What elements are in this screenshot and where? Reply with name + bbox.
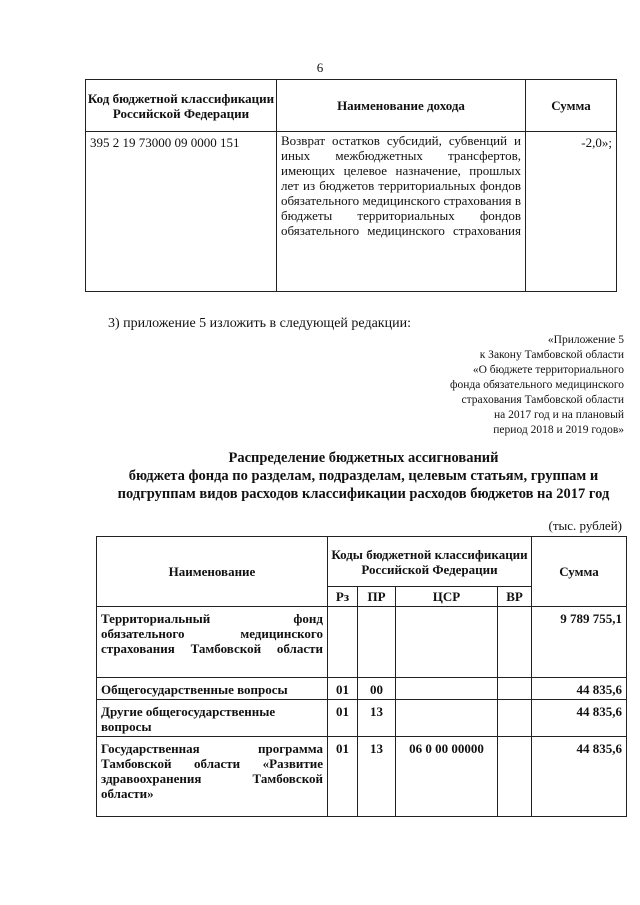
row-csr: 06 0 00 00000 <box>396 737 498 817</box>
row-rz: 01 <box>328 737 358 817</box>
appendix-line: период 2018 и 2019 годов» <box>493 424 624 436</box>
paragraph-instruction: 3) приложение 5 изложить в следующей редакции: <box>108 316 411 331</box>
header-csr: ЦСР <box>396 587 498 607</box>
row-pr <box>358 607 396 678</box>
row-rz: 01 <box>328 678 358 700</box>
header-sum: Сумма <box>526 80 617 132</box>
appendix-line: страхования Тамбовской области <box>461 394 624 406</box>
appendix-line: «Приложение 5 <box>547 334 624 346</box>
table-row <box>86 132 617 292</box>
header-pr: ПР <box>358 587 396 607</box>
header-vr: ВР <box>498 587 532 607</box>
row-income-name: Возврат остатков субсидий, субвенций и иных межбюджетных трансфертов, имеющих целевое назначение, прошлых лет из бюджетов территориальных фондов обязательного медицинского страхования в бюджеты территориальных фондов обязательного медицинского страхования <box>277 132 526 292</box>
row-pr: 00 <box>358 678 396 700</box>
row-name: Общегосударственные вопросы <box>97 678 328 700</box>
row-vr <box>498 607 532 678</box>
row-name: Государственная программа Тамбовской области «Развитие здравоохранения Тамбовской области» <box>97 737 328 817</box>
title-line: Распределение бюджетных ассигнований <box>228 450 499 466</box>
row-csr <box>396 607 498 678</box>
row-vr <box>498 737 532 817</box>
header-sum: Сумма <box>532 537 627 607</box>
table-row <box>97 607 627 678</box>
row-csr <box>396 678 498 700</box>
header-code: Код бюджетной классификации Российской Федерации <box>86 80 277 132</box>
row-vr <box>498 678 532 700</box>
page-number: 6 <box>316 60 324 75</box>
row-rz: 01 <box>328 700 358 737</box>
appendix-line: «О бюджете территориального <box>472 364 624 376</box>
document-title <box>96 449 631 503</box>
appendix-line: на 2017 год и на плановый <box>494 409 624 421</box>
row-name: Территориальный фонд обязательного медицинского страхования Тамбовской области <box>97 607 328 678</box>
row-vr <box>498 700 532 737</box>
row-sum: 44 835,6 <box>532 678 627 700</box>
row-csr <box>396 700 498 737</box>
title-line: бюджета фонда по разделам, подразделам, целевым статьям, группам и <box>128 468 599 484</box>
allocation-table <box>96 536 627 817</box>
row-pr: 13 <box>358 737 396 817</box>
header-rz: Рз <box>328 587 358 607</box>
table-row <box>97 700 627 737</box>
row-sum: 44 835,6 <box>532 737 627 817</box>
row-sum: -2,0»; <box>526 132 617 292</box>
table-row <box>97 737 627 817</box>
units-label: (тыс. рублей) <box>548 518 622 533</box>
income-table <box>85 79 617 292</box>
row-sum: 9 789 755,1 <box>532 607 627 678</box>
table-row <box>97 678 627 700</box>
header-income-name: Наименование дохода <box>277 80 526 132</box>
row-rz <box>328 607 358 678</box>
row-name: Другие общегосударственные вопросы <box>97 700 328 737</box>
row-code: 395 2 19 73000 09 0000 151 <box>86 132 277 292</box>
header-codes: Коды бюджетной классификации Российской Федерации <box>328 537 532 587</box>
appendix-header <box>364 333 624 438</box>
header-name: Наименование <box>97 537 328 607</box>
appendix-line: фонда обязательного медицинского <box>450 379 624 391</box>
row-sum: 44 835,6 <box>532 700 627 737</box>
appendix-line: к Закону Тамбовской области <box>479 349 624 361</box>
row-pr: 13 <box>358 700 396 737</box>
title-line: подгруппам видов расходов классификации расходов бюджетов на 2017 год <box>117 486 610 502</box>
